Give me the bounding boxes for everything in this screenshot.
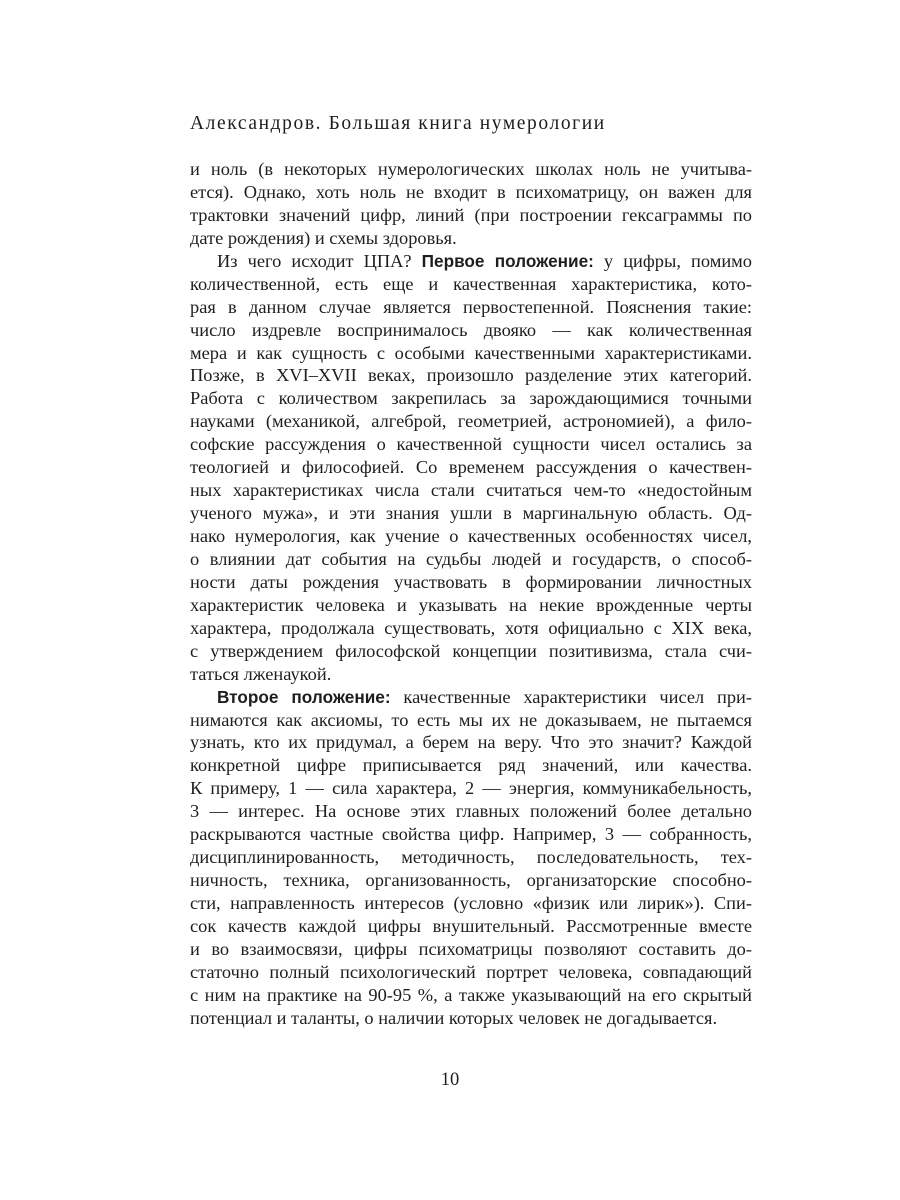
page-number: 10 — [440, 1070, 460, 1090]
text-line: рая в данном случае является первостепенной. Пояснения такие: — [190, 296, 752, 317]
text-line: ничность, техника, организованность, организаторские способно- — [190, 870, 752, 891]
body-text — [190, 158, 752, 1030]
text-line: конкретной цифре приписывается ряд значений, или качества. — [190, 755, 752, 776]
text-line: К примеру, 1 — сила характера, 2 — энергия, коммуникабельность, — [190, 778, 752, 799]
text-line: нимаются как аксиомы, то есть мы их не доказываем, не пытаемся — [190, 709, 752, 730]
text-line: с утверждением философской концепции позитивизма, стала счи- — [190, 640, 752, 661]
paragraph — [190, 250, 752, 686]
text-line: узнать, кто их придумал, а берем на веру. Что это значит? Каждой — [190, 732, 752, 753]
text-line: и во взаимосвязи, цифры психоматрицы позволяют составить до- — [190, 938, 752, 959]
text-line: трактовки значений цифр, линий (при построении гексаграммы по — [190, 204, 752, 225]
text-line: софские рассуждения о качественной сущности чисел остались за — [190, 434, 752, 455]
running-head: Александров. Большая книга нумерологии — [190, 113, 606, 134]
text-line: ученого мужа», и эти знания ушли в маргинальную область. Од- — [190, 503, 752, 524]
lead-phrase: Первое положение: — [421, 250, 594, 271]
text-line: статочно полный психологический портрет человека, совпадающий — [190, 961, 752, 982]
text-line: сти, направленность интересов (условно «физик или лирик»). Спи- — [190, 893, 752, 913]
text-line: о влиянии дат события на судьбы людей и государств, о способ- — [190, 548, 752, 569]
text-line: ности даты рождения участвовать в формировании личностных — [190, 571, 752, 592]
text-line: Работа с количеством закрепилась за зарождающимися точными — [190, 388, 752, 409]
text-line: характера, продолжала существовать, хотя официально с XIX века, — [190, 617, 752, 638]
text-line: ных характеристиках числа стали считаться чем-то «недостойным — [190, 480, 752, 501]
paragraph — [190, 686, 752, 1030]
text-line: число издревле воспринималось двояко — как количественная — [190, 319, 752, 340]
text-line: теологией и философией. Со временем рассуждения о качествен- — [190, 457, 752, 478]
text-line: дисциплинированность, методичность, последовательность, тех- — [190, 847, 752, 868]
text-line: характеристик человека и указывать на некие врожденные черты — [190, 594, 752, 615]
text-line: 3 — интерес. На основе этих главных положений более детально — [190, 801, 752, 822]
text-line: ется). Однако, хоть ноль не входит в психоматрицу, он важен для — [190, 181, 752, 202]
text-line: раскрываются частные свойства цифр. Например, 3 — собранность, — [190, 824, 752, 845]
paragraph — [190, 158, 752, 250]
text-line: мера и как сущность с особыми качественными характеристиками. — [190, 342, 752, 363]
text-line: и ноль (в некоторых нумерологических школах ноль не учитыва- — [190, 159, 752, 179]
text-line: сок качеств каждой цифры внушительный. Рассмотренные вместе — [190, 915, 752, 936]
text-fragment: у цифры, помимо — [593, 250, 753, 271]
text-fragment: качественные характеристики чисел при- — [390, 686, 752, 707]
text-line: количественной, есть еще и качественная характеристика, кото- — [190, 273, 752, 294]
text-line: нако нумерология, как учение о качественных особенностях чисел, — [190, 526, 752, 546]
text-line: потенциал и таланты, о наличии которых человек не догадывается. — [190, 1007, 718, 1028]
text-line: таться лженаукой. — [190, 663, 332, 684]
text-line — [190, 686, 752, 709]
text-line: науками (механикой, алгеброй, геометрией, астрономией), а фило- — [190, 411, 752, 432]
text-line: Позже, в XVI–XVII веках, произошло разделение этих категорий. — [190, 365, 752, 386]
text-fragment: Из чего исходит ЦПА? — [217, 250, 422, 271]
text-line: дате рождения) и схемы здоровья. — [190, 227, 457, 248]
lead-phrase: Второе положение: — [217, 686, 391, 707]
text-line: с ним на практике на 90-95 %, а также указывающий на его скрытый — [190, 984, 752, 1005]
text-line — [190, 250, 752, 273]
